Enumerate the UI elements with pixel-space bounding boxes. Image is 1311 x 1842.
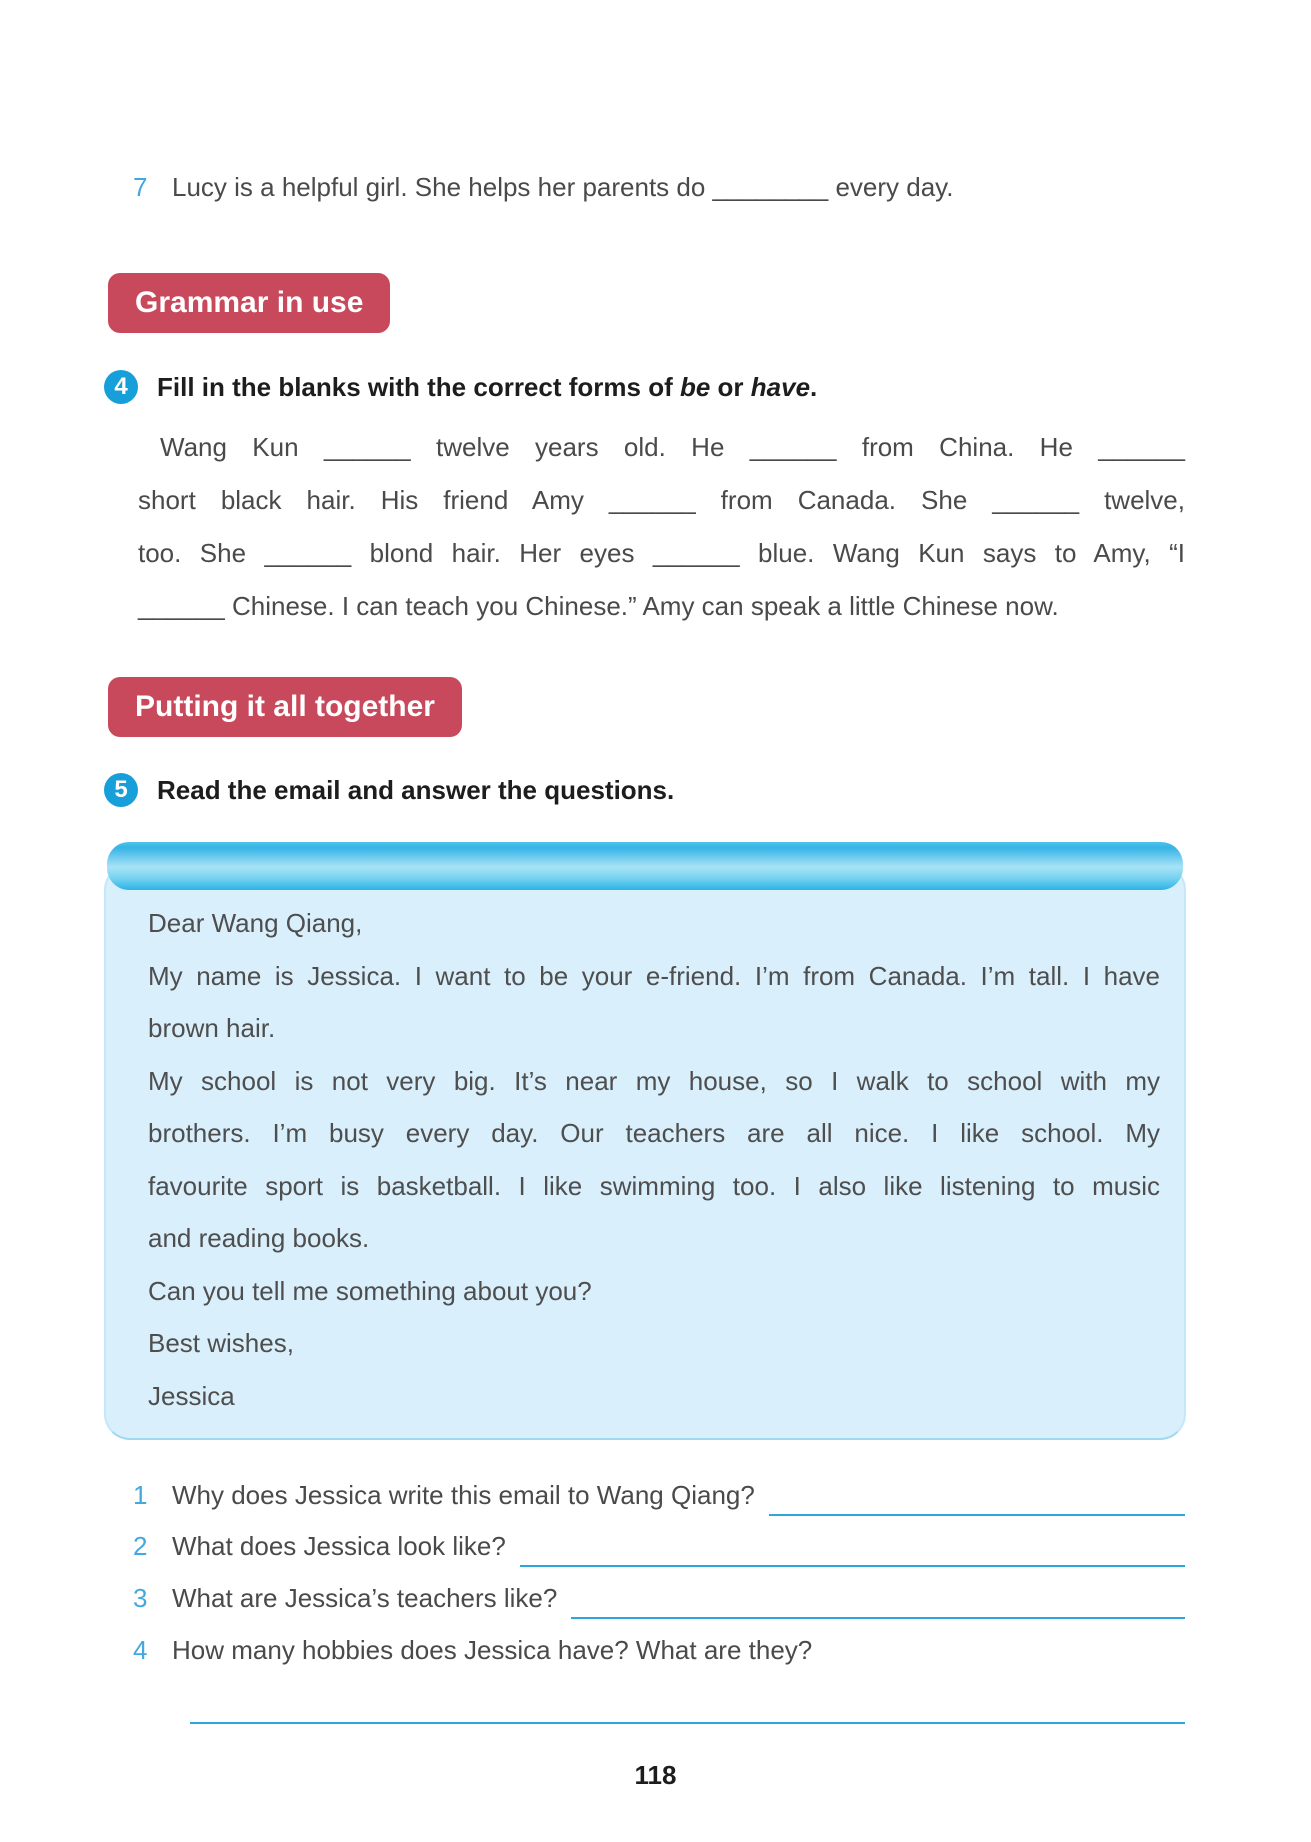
question-text: What are Jessica’s teachers like? — [172, 1583, 558, 1613]
question-number: 2 — [133, 1531, 148, 1561]
section-badge-grammar — [108, 273, 390, 333]
email-line: Can you tell me something about you? — [148, 1275, 592, 1306]
question-text: How many hobbies does Jessica have? What are they? — [172, 1635, 813, 1665]
paragraph-line: short black hair. His friend Amy ______ from Canada. She ______ twelve, — [138, 485, 1185, 515]
answer-blank-line[interactable] — [190, 1722, 1185, 1724]
exercise-5-instruction-row — [104, 771, 674, 809]
page-number: 118 — [634, 1760, 677, 1790]
instruction-text: Fill in the blanks with the correct forms of — [157, 371, 680, 402]
email-line: Best wishes, — [148, 1328, 294, 1358]
answer-blank-line[interactable] — [769, 1480, 1185, 1516]
paragraph-line: ______ Chinese. I can teach you Chinese.” Amy can speak a little Chinese now. — [138, 591, 1059, 621]
question-text: What does Jessica look like? — [172, 1531, 506, 1561]
question-row — [133, 1635, 1185, 1675]
exercise-instruction: Read the email and answer the questions. — [157, 774, 675, 805]
section-badge-putting — [108, 677, 462, 737]
section-badge-label: Grammar in use — [135, 286, 364, 319]
exercise-4-instruction-row — [104, 368, 817, 406]
email-card-header — [107, 842, 1183, 890]
exercise-number-badge: 4 — [104, 370, 138, 404]
email-line: My school is not very big. It’s near my house, so I walk to school with my — [148, 1065, 1160, 1096]
email-text — [148, 897, 1160, 1422]
email-line: and reading books. — [148, 1223, 370, 1253]
question-number: 3 — [133, 1583, 148, 1613]
email-line: brothers. I’m busy every day. Our teachers are all nice. I like school. My — [148, 1118, 1160, 1148]
email-line: favourite sport is basketball. I like swimming too. I also like listening to music — [148, 1170, 1160, 1201]
question-row — [133, 1480, 1185, 1520]
question-number: 1 — [133, 1480, 148, 1510]
paragraph-line: too. She ______ blond hair. Her eyes ______ blue. Wang Kun says to Amy, “I — [138, 538, 1185, 568]
answer-blank-line[interactable] — [571, 1583, 1185, 1619]
instruction-italic-word: have — [750, 371, 811, 402]
instruction-text: . — [810, 371, 818, 402]
paragraph-line: Wang Kun ______ twelve years old. He ______ from China. He ______ — [160, 432, 1185, 462]
item-text: Lucy is a helpful girl. She helps her parents do ________ every day. — [172, 172, 954, 202]
email-line: Jessica — [148, 1380, 235, 1411]
exercise-instruction — [157, 372, 817, 403]
exercise-number-badge: 5 — [104, 773, 138, 807]
fill-in-blanks-paragraph — [138, 421, 1185, 633]
email-line: brown hair. — [148, 1013, 276, 1043]
exercise-item-7 — [133, 172, 953, 203]
instruction-text: or — [710, 371, 751, 402]
question-text: Why does Jessica write this email to Wang Qiang? — [172, 1480, 755, 1510]
question-row — [133, 1583, 1185, 1623]
email-card — [104, 842, 1186, 1440]
answer-blank-line[interactable] — [520, 1531, 1185, 1567]
question-row — [133, 1531, 1185, 1571]
question-number: 4 — [133, 1635, 148, 1665]
item-number: 7 — [133, 172, 148, 202]
section-badge-label: Putting it all together — [135, 690, 435, 723]
email-line: Dear Wang Qiang, — [148, 908, 363, 938]
email-line: My name is Jessica. I want to be your e-friend. I’m from Canada. I’m tall. I have — [148, 960, 1160, 991]
instruction-italic-word: be — [679, 371, 711, 402]
